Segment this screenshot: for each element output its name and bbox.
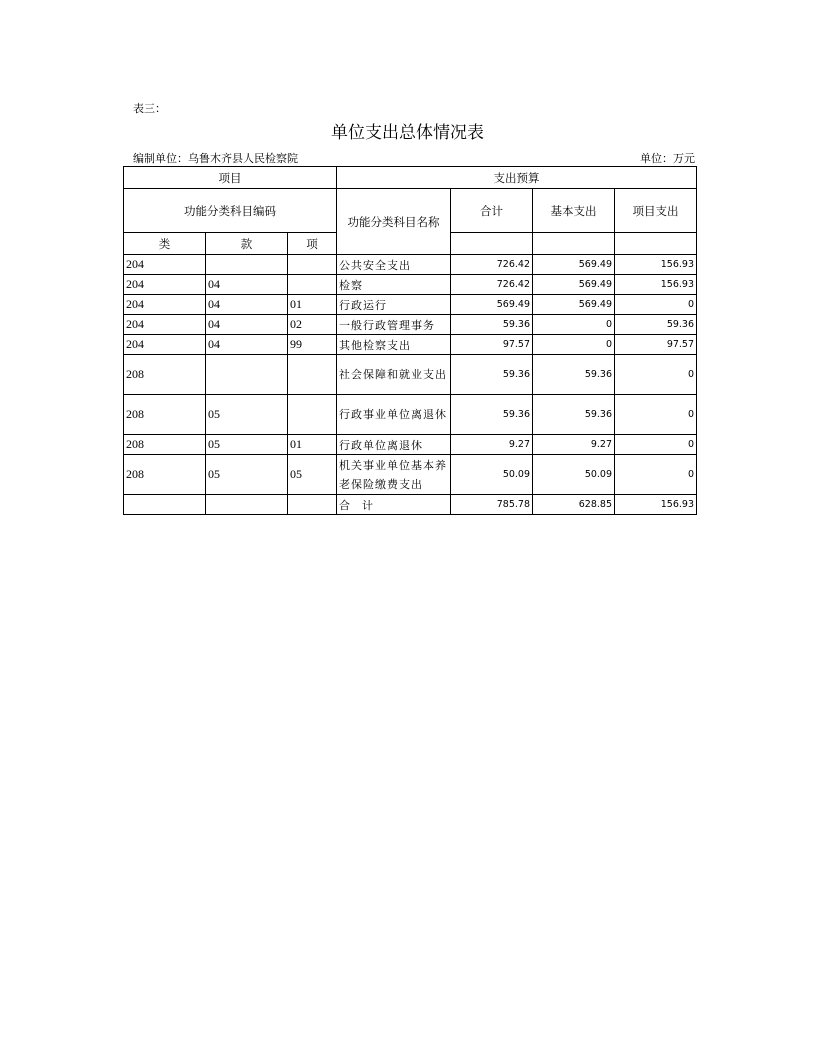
table-row bbox=[124, 455, 697, 495]
total-xiang-blank bbox=[288, 495, 337, 515]
cell-name: 机关事业单位基本养老保险缴费支出 bbox=[337, 455, 451, 495]
cell-lei: 208 bbox=[124, 355, 206, 395]
cell-lei: 204 bbox=[124, 275, 206, 295]
org-label: 编制单位：乌鲁木齐县人民检察院 bbox=[133, 152, 298, 165]
cell-kuan: 04 bbox=[206, 295, 288, 315]
cell-total: 50.09 bbox=[451, 455, 533, 495]
cell-xiang bbox=[288, 255, 337, 275]
cell-name: 其他检察支出 bbox=[337, 335, 451, 355]
cell-item: 59.36 bbox=[615, 315, 697, 335]
cell-basic: 9.27 bbox=[533, 435, 615, 455]
cell-lei: 204 bbox=[124, 315, 206, 335]
cell-xiang: 01 bbox=[288, 435, 337, 455]
table-row bbox=[124, 335, 697, 355]
cell-total: 97.57 bbox=[451, 335, 533, 355]
cell-lei: 208 bbox=[124, 435, 206, 455]
cell-name: 社会保障和就业支出 bbox=[337, 355, 451, 395]
table-row bbox=[124, 355, 697, 395]
cell-kuan bbox=[206, 255, 288, 275]
cell-total: 726.42 bbox=[451, 275, 533, 295]
total-lei-blank bbox=[124, 495, 206, 515]
table-number-label: 表三： bbox=[133, 102, 166, 115]
cell-lei: 204 bbox=[124, 295, 206, 315]
cell-kuan: 05 bbox=[206, 395, 288, 435]
cell-kuan: 05 bbox=[206, 435, 288, 455]
cell-item: 0 bbox=[615, 435, 697, 455]
header-basic: 基本支出 bbox=[533, 189, 615, 233]
cell-total: 59.36 bbox=[451, 395, 533, 435]
cell-item: 156.93 bbox=[615, 255, 697, 275]
cell-item: 0 bbox=[615, 295, 697, 315]
cell-basic: 569.49 bbox=[533, 295, 615, 315]
cell-xiang: 99 bbox=[288, 335, 337, 355]
cell-name: 行政运行 bbox=[337, 295, 451, 315]
expenditure-table bbox=[123, 166, 697, 515]
total-total: 785.78 bbox=[451, 495, 533, 515]
unit-label: 单位：万元 bbox=[640, 152, 695, 165]
cell-name: 检察 bbox=[337, 275, 451, 295]
cell-xiang bbox=[288, 355, 337, 395]
cell-total: 59.36 bbox=[451, 355, 533, 395]
cell-item: 97.57 bbox=[615, 335, 697, 355]
header-item-blank bbox=[615, 233, 697, 255]
cell-xiang: 02 bbox=[288, 315, 337, 335]
cell-total: 569.49 bbox=[451, 295, 533, 315]
cell-lei: 204 bbox=[124, 255, 206, 275]
cell-kuan: 04 bbox=[206, 335, 288, 355]
cell-basic: 0 bbox=[533, 335, 615, 355]
header-kuan: 款 bbox=[206, 233, 288, 255]
cell-basic: 59.36 bbox=[533, 395, 615, 435]
header-row-1 bbox=[124, 167, 697, 189]
page-title: 单位支出总体情况表 bbox=[331, 123, 484, 143]
cell-item: 0 bbox=[615, 455, 697, 495]
cell-basic: 569.49 bbox=[533, 275, 615, 295]
cell-basic: 59.36 bbox=[533, 355, 615, 395]
cell-kuan bbox=[206, 355, 288, 395]
table-row bbox=[124, 395, 697, 435]
cell-xiang: 01 bbox=[288, 295, 337, 315]
total-label: 合计 bbox=[337, 495, 451, 515]
cell-basic: 569.49 bbox=[533, 255, 615, 275]
cell-lei: 208 bbox=[124, 455, 206, 495]
cell-name: 一般行政管理事务 bbox=[337, 315, 451, 335]
cell-kuan: 04 bbox=[206, 275, 288, 295]
cell-item: 156.93 bbox=[615, 275, 697, 295]
header-project: 项目 bbox=[124, 167, 337, 189]
cell-item: 0 bbox=[615, 355, 697, 395]
cell-xiang bbox=[288, 395, 337, 435]
header-func-code: 功能分类科目编码 bbox=[124, 189, 337, 233]
cell-kuan: 05 bbox=[206, 455, 288, 495]
table-row bbox=[124, 255, 697, 275]
header-basic-blank bbox=[533, 233, 615, 255]
header-xiang: 项 bbox=[288, 233, 337, 255]
cell-lei: 204 bbox=[124, 335, 206, 355]
total-basic: 628.85 bbox=[533, 495, 615, 515]
cell-lei: 208 bbox=[124, 395, 206, 435]
cell-basic: 0 bbox=[533, 315, 615, 335]
table-row bbox=[124, 295, 697, 315]
cell-name: 公共安全支出 bbox=[337, 255, 451, 275]
cell-total: 726.42 bbox=[451, 255, 533, 275]
header-lei: 类 bbox=[124, 233, 206, 255]
total-item: 156.93 bbox=[615, 495, 697, 515]
header-row-2 bbox=[124, 189, 697, 233]
cell-basic: 50.09 bbox=[533, 455, 615, 495]
cell-total: 59.36 bbox=[451, 315, 533, 335]
header-func-name: 功能分类科目名称 bbox=[337, 189, 451, 255]
total-row bbox=[124, 495, 697, 515]
cell-name: 行政事业单位离退休 bbox=[337, 395, 451, 435]
table-row bbox=[124, 315, 697, 335]
cell-xiang bbox=[288, 275, 337, 295]
cell-name: 行政单位离退休 bbox=[337, 435, 451, 455]
table-row bbox=[124, 275, 697, 295]
table-row bbox=[124, 435, 697, 455]
total-kuan-blank bbox=[206, 495, 288, 515]
header-item: 项目支出 bbox=[615, 189, 697, 233]
cell-xiang: 05 bbox=[288, 455, 337, 495]
header-budget: 支出预算 bbox=[337, 167, 697, 189]
cell-total: 9.27 bbox=[451, 435, 533, 455]
header-total: 合计 bbox=[451, 189, 533, 233]
header-total-blank bbox=[451, 233, 533, 255]
cell-item: 0 bbox=[615, 395, 697, 435]
cell-kuan: 04 bbox=[206, 315, 288, 335]
